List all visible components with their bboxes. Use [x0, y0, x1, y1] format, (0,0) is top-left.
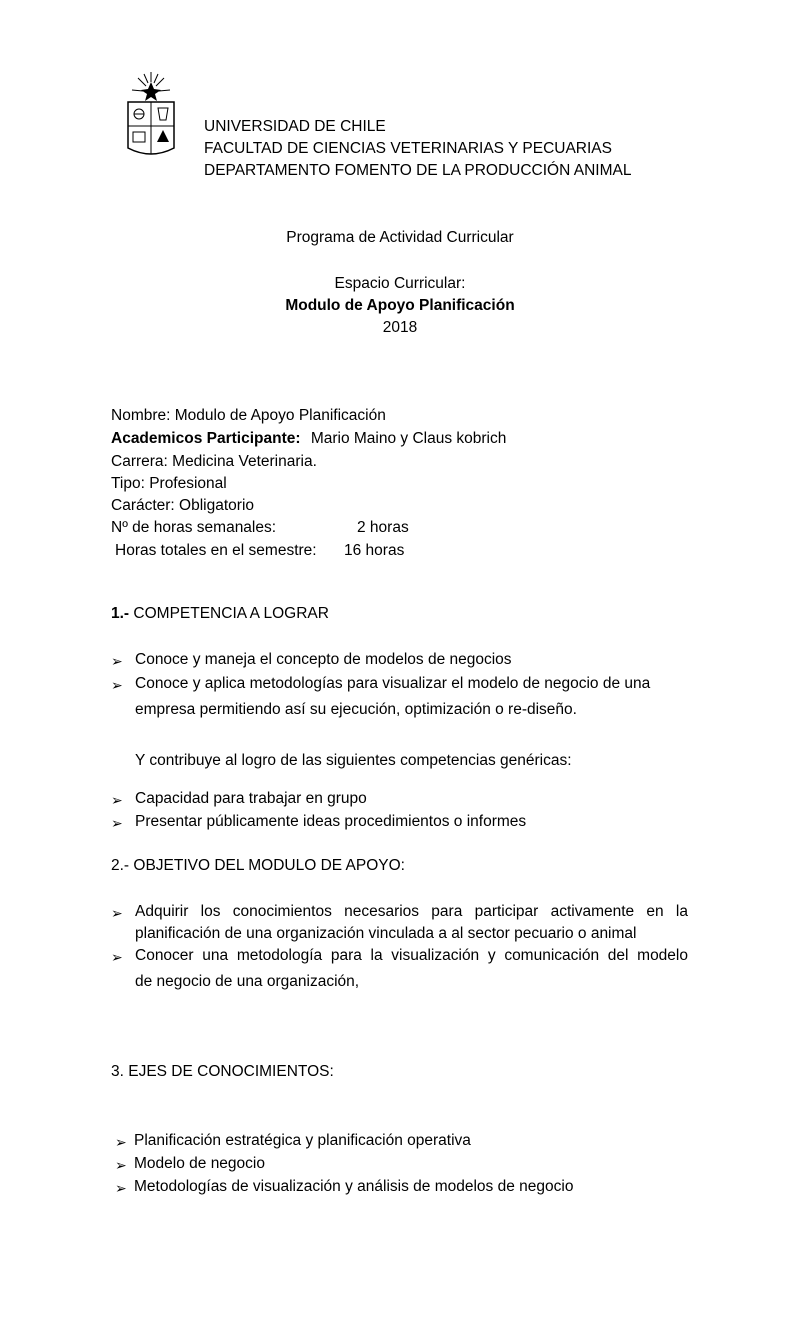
academicos-label: Academicos Participante: [111, 430, 301, 447]
bullet-arrow-icon: ➢ [111, 905, 123, 921]
curricular-space-label: Espacio Curricular: [334, 275, 466, 292]
info-horas-totales-value: 16 horas [344, 542, 405, 559]
section3-bullet-1: Planificación estratégica y planificación operativa [134, 1132, 471, 1149]
section1-generic-bullet-2: Presentar públicamente ideas procedimientos o informes [135, 813, 527, 830]
section1-title: COMPETENCIA A LOGRAR [133, 605, 329, 622]
bullet-arrow-icon: ➢ [111, 653, 123, 669]
section1-bullet-1: Conoce y maneja el concepto de modelos de negocios [135, 651, 512, 668]
university-name: UNIVERSIDAD DE CHILE [204, 118, 386, 135]
bullet-arrow-icon: ➢ [115, 1134, 127, 1150]
academicos-value: Mario Maino y Claus kobrich [310, 430, 507, 447]
section2-title: 2.- OBJETIVO DEL MODULO DE APOYO: [111, 857, 405, 874]
bullet-arrow-icon: ➢ [115, 1157, 127, 1173]
info-horas-semanales-label: Nº de horas semanales: [111, 519, 277, 536]
info-caracter: Carácter: Obligatorio [111, 497, 255, 514]
university-seal-logo [120, 70, 182, 162]
section3-bullet-3: Metodologías de visualización y análisis de modelos de negocio [134, 1178, 574, 1195]
section1-bullet-2: Conoce y aplica metodologías para visualizar el modelo de negocio de una [135, 675, 651, 692]
section2-bullet-2-line2: de negocio de una organización, [135, 973, 360, 990]
bullet-arrow-icon: ➢ [115, 1180, 127, 1196]
section1-heading [111, 605, 329, 623]
bullet-arrow-icon: ➢ [111, 815, 123, 831]
section2-bullet-2-line1: Conocer una metodología para la visualización y comunicación del modelo [135, 947, 688, 964]
info-horas-totales-label: Horas totales en el semestre: [115, 542, 317, 559]
program-title: Programa de Actividad Curricular [286, 229, 514, 246]
section3-bullet-2: Modelo de negocio [134, 1155, 265, 1172]
info-nombre: Nombre: Modulo de Apoyo Planificación [111, 407, 386, 424]
bullet-arrow-icon: ➢ [111, 677, 123, 693]
section1-number: 1.- [111, 605, 130, 622]
info-carrera: Carrera: Medicina Veterinaria. [111, 453, 317, 470]
faculty-name: FACULTAD DE CIENCIAS VETERINARIAS Y PECUARIAS [204, 140, 612, 157]
info-academicos [111, 430, 506, 448]
bullet-arrow-icon: ➢ [111, 792, 123, 808]
course-year: 2018 [382, 319, 418, 336]
department-name: DEPARTAMENTO FOMENTO DE LA PRODUCCIÓN ANIMAL [204, 162, 632, 179]
section1-generic-bullet-1: Capacidad para trabajar en grupo [135, 790, 367, 807]
course-name: Modulo de Apoyo Planificación [285, 297, 515, 314]
section3-title: 3. EJES DE CONOCIMIENTOS: [111, 1063, 334, 1080]
section2-bullet-1-line2: planificación de una organización vinculada a al sector pecuario o animal [135, 925, 637, 942]
info-tipo: Tipo: Profesional [111, 475, 227, 492]
section1-generic-intro: Y contribuye al logro de las siguientes competencias genéricas: [135, 752, 572, 769]
info-horas-semanales-value: 2 horas [357, 519, 409, 536]
bullet-arrow-icon: ➢ [111, 949, 123, 965]
section2-bullet-1-line1: Adquirir los conocimientos necesarios para participar activamente en la [135, 903, 688, 920]
section1-bullet-2-cont: empresa permitiendo así su ejecución, optimización o re-diseño. [135, 701, 577, 718]
